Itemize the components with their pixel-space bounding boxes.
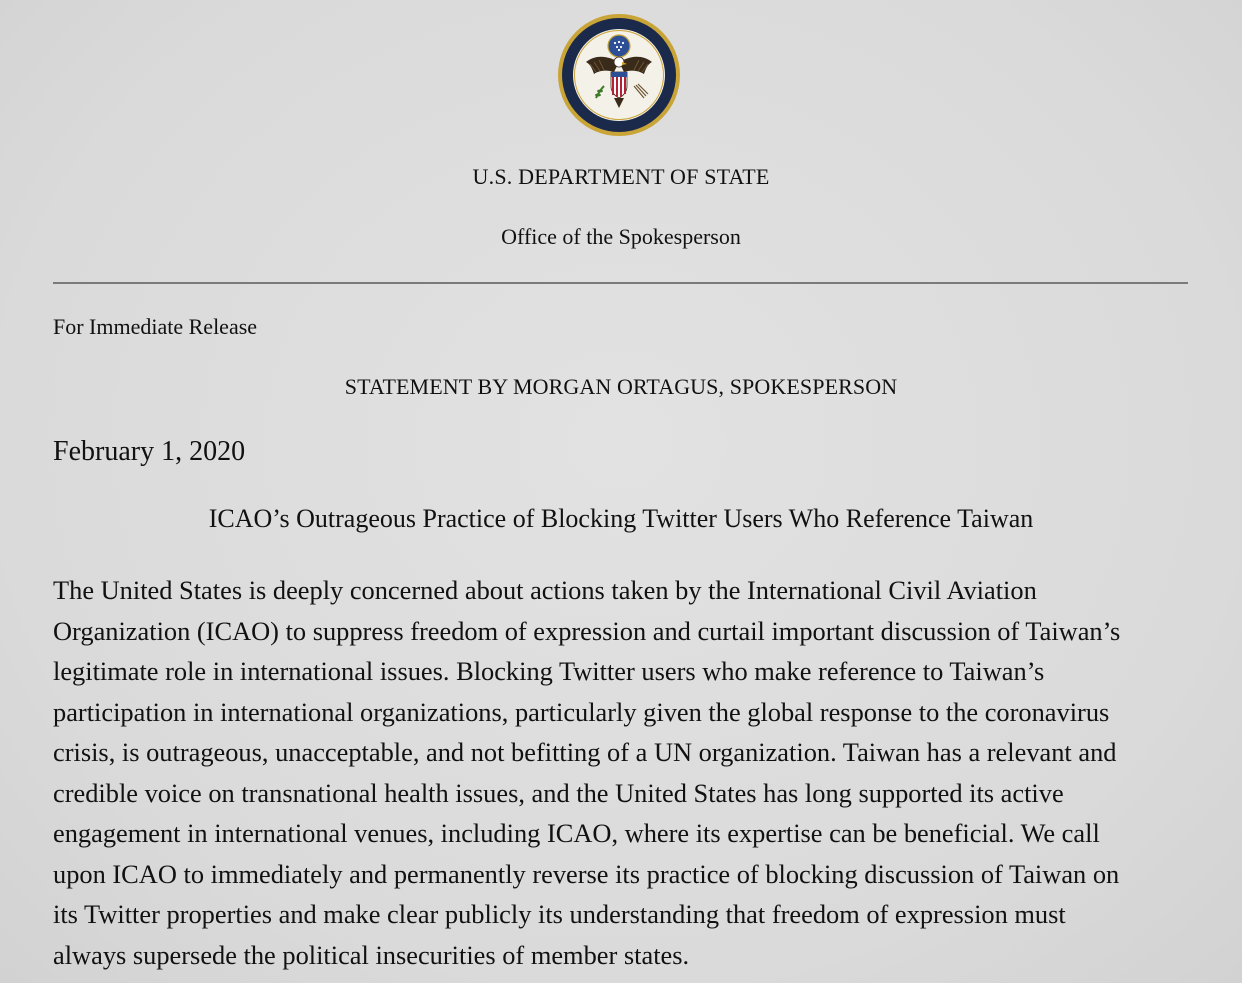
statement-headline: ICAO’s Outrageous Practice of Blocking Twitter Users Who Reference Taiwan <box>208 504 1034 533</box>
body-line: upon ICAO to immediately and permanently reverse its practice of blocking discussion of Taiwan on <box>53 858 1120 889</box>
body-line: participation in international organizations, particularly given the global response to the coronavirus <box>53 696 1110 727</box>
statement-byline: STATEMENT BY MORGAN ORTAGUS, SPOKESPERSON <box>344 374 898 399</box>
department-of-state-seal-icon <box>556 12 682 138</box>
body-line: credible voice on transnational health issues, and the United States has long supported its active <box>53 777 1064 808</box>
body-line: engagement in international venues, including ICAO, where its expertise can be beneficial. We call <box>53 818 1100 848</box>
body-line: its Twitter properties and make clear publicly its understanding that freedom of expression must <box>53 899 1066 929</box>
body-line: Organization (ICAO) to suppress freedom of expression and curtail important discussion of Taiwan’s <box>53 615 1121 646</box>
body-line: legitimate role in international issues. Blocking Twitter users who make reference to Taiwan’s <box>53 656 1045 686</box>
department-name: U.S. DEPARTMENT OF STATE <box>472 164 770 189</box>
office-name: Office of the Spokesperson <box>501 224 741 249</box>
body-line: The United States is deeply concerned about actions taken by the International Civil Aviation <box>53 575 1037 605</box>
release-label: For Immediate Release <box>53 314 258 339</box>
body-line: always supersede the political insecurities of member states. <box>53 939 690 970</box>
statement-body <box>53 570 1193 975</box>
header-divider <box>53 282 1188 284</box>
release-date: February 1, 2020 <box>53 436 246 467</box>
body-line: crisis, is outrageous, unacceptable, and not befitting of a UN organization. Taiwan has a relevant and <box>53 737 1117 767</box>
